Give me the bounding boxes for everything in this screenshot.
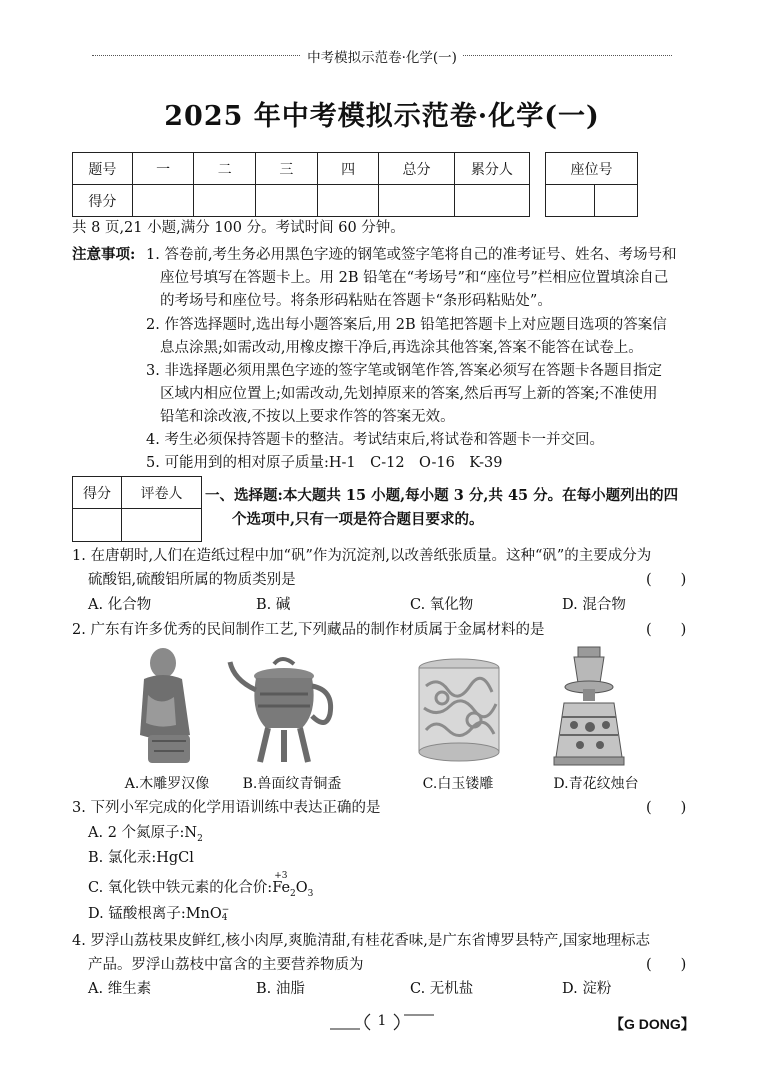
page-number-frame — [330, 1012, 434, 1032]
answer-paren: ( ) — [646, 572, 687, 588]
q3-ion-charge — [222, 906, 230, 922]
q2-caption-a: A.木雕罗汉像 — [124, 776, 210, 792]
grader-cell — [122, 509, 202, 542]
note-line: 区域内相应位置上;如需改动,先划掉原来的答案,然后再写上新的答案;不准使用 — [160, 386, 658, 402]
note-line: 1. 答卷前,考生务必用黑色字迹的钢笔或签字笔将自己的准考证号、姓名、考场号和 — [146, 247, 677, 263]
q3-valence — [272, 871, 291, 896]
score-cell — [379, 185, 454, 217]
q3-ion-sup: − — [221, 905, 230, 915]
grader-score-label: 得分 — [73, 477, 122, 509]
q3-option-a-sub: 2 — [197, 833, 203, 844]
question-2-text: 2. 广东有许多优秀的民间制作工艺,下列藏品的制作材质属于金属材料的是 — [72, 622, 545, 638]
q3-o: O — [295, 880, 308, 896]
q2-caption-d: D.青花纹烛台 — [553, 776, 639, 792]
section-heading-cont: 个选项中,只有一项是符合题目要求的。 — [232, 511, 484, 528]
note-line: 铅笔和涂改液,不按以上要求作答的答案无效。 — [160, 409, 455, 425]
q3-option-c — [88, 871, 314, 899]
seat-label: 座位号 — [546, 153, 638, 185]
seat-table — [545, 152, 638, 217]
question-1-text-cont: 硫酸铝,硫酸铝所属的物质类别是 — [88, 572, 296, 588]
q3-option-a-text: A. 2 个氮原子:N — [88, 825, 198, 841]
q2-caption-c: C.白玉镂雕 — [422, 776, 494, 792]
q3-option-b: B. 氯化汞:HgCl — [88, 850, 194, 866]
q3-option-d — [88, 902, 229, 923]
q3-valence-sup: +3 — [274, 871, 288, 881]
blue-white-candlestick-image — [550, 645, 628, 767]
note-line: 3. 非选择题必须用黑色字迹的签字笔或钢笔作答,答案必须写在答题卡各题目指定 — [146, 363, 663, 379]
score-row-label: 得分 — [73, 185, 133, 217]
page-number: 1 — [377, 1013, 387, 1029]
score-cell — [256, 185, 318, 217]
score-table — [72, 152, 530, 217]
q3-option-d-text: D. 锰酸根离子:MnO — [88, 906, 222, 922]
score-header-cell: 三 — [256, 153, 318, 185]
q1-option-a: A. 化合物 — [88, 597, 152, 613]
note-line: 4. 考生必须保持答题卡的整洁。考试结束后,将试卷和答题卡一并交回。 — [146, 432, 605, 448]
bronze-vessel-image — [226, 650, 342, 766]
section-heading: 一、选择题:本大题共 15 小题,每小题 3 分,共 45 分。在每小题列出的四 — [205, 487, 679, 504]
question-4-text: 4. 罗浮山荔枝果皮鲜红,核小肉厚,爽脆清甜,有桂花香味,是广东省博罗县特产,国家地理标志 — [72, 933, 650, 949]
score-cell — [194, 185, 256, 217]
q4-option-b: B. 油脂 — [256, 981, 305, 997]
question-1-text: 1. 在唐朝时,人们在造纸过程中加“矾”作为沉淀剂,以改善纸张质量。这种“矾”的主要成分为 — [72, 548, 652, 564]
note-line: 2. 作答选择题时,选出每小题答案后,用 2B 铅笔把答题卡上对应题目选项的答案信 — [146, 317, 667, 333]
score-cell — [454, 185, 529, 217]
note-line: 5. 可能用到的相对原子质量:H-1 C-12 O-16 K-39 — [146, 455, 503, 471]
wood-arhat-image — [130, 645, 200, 765]
note-line: 座位号填写在答题卡上。用 2B 铅笔在“考场号”和“座位号”栏相应位置填涂自己 — [160, 270, 669, 286]
page-title: 2025 年中考模拟示范卷·化学(一) — [164, 101, 600, 132]
score-header-cell: 一 — [132, 153, 194, 185]
answer-paren: ( ) — [646, 622, 687, 638]
score-header-cell: 总分 — [379, 153, 454, 185]
grader-cell — [73, 509, 122, 542]
notes-label: 注意事项: — [72, 246, 136, 263]
q2-caption-b: B.兽面纹青铜盉 — [242, 776, 342, 792]
answer-paren: ( ) — [646, 957, 687, 973]
q4-option-a: A. 维生素 — [88, 981, 152, 997]
score-cell — [317, 185, 379, 217]
score-cell — [132, 185, 194, 217]
score-header-cell: 四 — [317, 153, 379, 185]
q3-fe: Fe — [272, 880, 291, 896]
q3-option-c-text: C. 氧化铁中铁元素的化合价: — [88, 880, 273, 896]
score-header-cell: 二 — [194, 153, 256, 185]
q3-option-a — [88, 821, 203, 844]
grader-name-label: 评卷人 — [122, 477, 202, 509]
q1-option-b: B. 碱 — [256, 597, 291, 613]
note-line: 息点涂黑;如需改动,用橡皮擦干净后,再选涂其他答案,答案不能答在试卷上。 — [160, 340, 643, 356]
white-jade-image — [414, 656, 504, 764]
note-line: 的考场号和座位号。将条形码粘贴在答题卡“条形码粘贴处”。 — [160, 293, 552, 309]
q1-option-d: D. 混合物 — [562, 597, 626, 613]
running-title: 中考模拟示范卷·化学(一) — [0, 46, 764, 66]
q4-option-d: D. 淀粉 — [562, 981, 612, 997]
seat-cell — [546, 185, 595, 217]
answer-paren: ( ) — [646, 800, 687, 816]
score-header-cell: 累分人 — [454, 153, 529, 185]
q4-option-c: C. 无机盐 — [410, 981, 474, 997]
paper-code: 【G DONG】 — [610, 1016, 695, 1032]
q3-o-sub: 3 — [307, 888, 314, 899]
seat-cell — [595, 185, 638, 217]
exam-info: 共 8 页,21 小题,满分 100 分。考试时间 60 分钟。 — [72, 220, 405, 236]
question-3-text: 3. 下列小军完成的化学用语训练中表达正确的是 — [72, 800, 381, 816]
q3-ion-sub: 4 — [221, 913, 228, 923]
grader-table — [72, 476, 202, 542]
question-4-text-cont: 产品。罗浮山荔枝中富含的主要营养物质为 — [88, 957, 364, 973]
q1-option-c: C. 氧化物 — [410, 597, 474, 613]
score-header-cell: 题号 — [73, 153, 133, 185]
q3-fe-sub: 2 — [290, 888, 296, 899]
